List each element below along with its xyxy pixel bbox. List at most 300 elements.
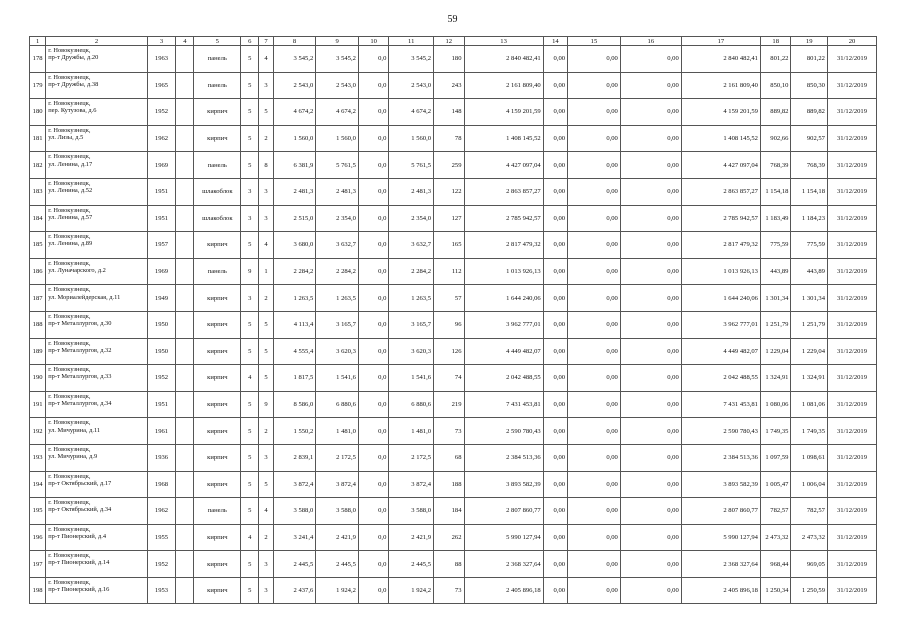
nonliving-area-cell: 0,0 — [358, 551, 388, 578]
address-street: пер. Кутузова, д.6 — [48, 107, 97, 115]
table-row — [30, 471, 877, 498]
floors-cell: 5 — [241, 418, 259, 445]
cost-col14-cell: 0,00 — [543, 577, 567, 604]
row-number-cell: 180 — [30, 99, 46, 126]
max-unit-cost-cell: 1 250,59 — [791, 577, 828, 604]
cost-col17-cell: 4 427 097,04 — [681, 152, 760, 179]
cost-col15-cell: 0,00 — [568, 311, 621, 338]
nonliving-area-cell: 0,0 — [358, 391, 388, 418]
cost-col17-cell: 2 368 327,64 — [681, 551, 760, 578]
residents-cell: 96 — [434, 311, 464, 338]
living-area-cell: 3 872,4 — [316, 471, 359, 498]
living-area-cell: 6 880,6 — [316, 391, 359, 418]
address-street: ул. Мичурина, д.11 — [48, 426, 101, 434]
cost-col16-cell: 0,00 — [620, 285, 681, 312]
cost-col14-cell: 0,00 — [543, 46, 567, 73]
residents-cell: 74 — [434, 365, 464, 392]
floors-cell: 5 — [241, 125, 259, 152]
address-cell — [46, 46, 148, 73]
floors-cell: 5 — [241, 152, 259, 179]
address-cell — [46, 418, 148, 445]
address-city: г. Новокузнецк, — [48, 392, 91, 400]
cost-col17-cell: 5 990 127,94 — [681, 524, 760, 551]
column-4-cell — [176, 365, 194, 392]
cost-col16-cell: 0,00 — [620, 258, 681, 285]
cost-col17-cell: 2 817 479,32 — [681, 232, 760, 259]
year-built-cell: 1951 — [147, 178, 175, 205]
cost-col16-cell: 0,00 — [620, 444, 681, 471]
column-header: 14 — [543, 37, 567, 46]
column-header: 7 — [259, 37, 273, 46]
total-area-cell: 1 560,0 — [273, 125, 316, 152]
living-area-cell: 1 481,0 — [316, 418, 359, 445]
deadline-date-cell: 31/12/2019 — [827, 391, 876, 418]
row-number-cell: 181 — [30, 125, 46, 152]
year-built-cell: 1961 — [147, 418, 175, 445]
wall-material-cell: панель — [194, 498, 241, 525]
row-number-cell: 185 — [30, 232, 46, 259]
nonliving-area-cell: 0,0 — [358, 178, 388, 205]
nonliving-area-cell: 0,0 — [358, 205, 388, 232]
entrances-cell: 4 — [259, 46, 273, 73]
cost-col17-cell: 3 962 777,01 — [681, 311, 760, 338]
year-built-cell: 1953 — [147, 577, 175, 604]
deadline-date-cell: 31/12/2019 — [827, 338, 876, 365]
deadline-date-cell: 31/12/2019 — [827, 72, 876, 99]
address-cell — [46, 99, 148, 126]
address-cell — [46, 72, 148, 99]
row-number-cell: 197 — [30, 551, 46, 578]
column-4-cell — [176, 311, 194, 338]
address-city: г. Новокузнецк, — [48, 499, 91, 507]
max-unit-cost-cell: 850,30 — [791, 72, 828, 99]
deadline-date-cell: 31/12/2019 — [827, 99, 876, 126]
column-header: 11 — [389, 37, 434, 46]
address-cell — [46, 498, 148, 525]
deadline-date-cell: 31/12/2019 — [827, 205, 876, 232]
address-cell — [46, 152, 148, 179]
row-number-cell: 192 — [30, 418, 46, 445]
address-city: г. Новокузнецк, — [48, 472, 91, 480]
address-city: г. Новокузнецк, — [48, 153, 91, 161]
deadline-date-cell: 31/12/2019 — [827, 285, 876, 312]
entrances-cell: 5 — [259, 471, 273, 498]
total-area-cell: 4 555,4 — [273, 338, 316, 365]
address-city: г. Новокузнецк, — [48, 445, 91, 453]
entrances-cell: 2 — [259, 524, 273, 551]
living-area-cell: 5 761,5 — [316, 152, 359, 179]
column-4-cell — [176, 471, 194, 498]
column-header: 10 — [358, 37, 388, 46]
year-built-cell: 1962 — [147, 498, 175, 525]
address-cell — [46, 444, 148, 471]
total-area-cell: 2 445,5 — [273, 551, 316, 578]
address-street: ул. Ленина, д.89 — [48, 240, 93, 248]
cost-col16-cell: 0,00 — [620, 418, 681, 445]
address-city: г. Новокузнецк, — [48, 259, 91, 267]
cost-col15-cell: 0,00 — [568, 72, 621, 99]
address-cell — [46, 285, 148, 312]
table-row — [30, 72, 877, 99]
residents-cell: 73 — [434, 418, 464, 445]
residential-area-cell: 3 545,2 — [389, 46, 434, 73]
address-cell — [46, 524, 148, 551]
cost-col14-cell: 0,00 — [543, 99, 567, 126]
address-street: ул. Ленина, д.52 — [48, 187, 93, 195]
cost-col17-cell: 2 384 513,36 — [681, 444, 760, 471]
residents-cell: 219 — [434, 391, 464, 418]
total-area-cell: 4 674,2 — [273, 99, 316, 126]
cost-col17-cell: 1 013 926,13 — [681, 258, 760, 285]
table-row — [30, 577, 877, 604]
wall-material-cell: панель — [194, 72, 241, 99]
living-area-cell: 1 263,5 — [316, 285, 359, 312]
address-street: ул. Мичурина, д.9 — [48, 453, 98, 461]
residents-cell: 126 — [434, 338, 464, 365]
living-area-cell: 2 354,0 — [316, 205, 359, 232]
cost-col14-cell: 0,00 — [543, 471, 567, 498]
floors-cell: 3 — [241, 178, 259, 205]
floors-cell: 5 — [241, 391, 259, 418]
column-header: 5 — [194, 37, 241, 46]
address-street: пр-т Металлургов, д.33 — [48, 373, 112, 381]
total-cost-cell: 4 159 201,59 — [464, 99, 543, 126]
cost-col17-cell: 2 863 857,27 — [681, 178, 760, 205]
address-street: пр-т Металлургов, д.30 — [48, 320, 112, 328]
entrances-cell: 3 — [259, 205, 273, 232]
column-4-cell — [176, 232, 194, 259]
unit-cost-cell: 1 749,35 — [760, 418, 790, 445]
residents-cell: 184 — [434, 498, 464, 525]
address-cell — [46, 258, 148, 285]
cost-col16-cell: 0,00 — [620, 311, 681, 338]
entrances-cell: 3 — [259, 72, 273, 99]
floors-cell: 5 — [241, 444, 259, 471]
table-row — [30, 205, 877, 232]
table-row — [30, 498, 877, 525]
deadline-date-cell: 31/12/2019 — [827, 178, 876, 205]
max-unit-cost-cell: 1 098,61 — [791, 444, 828, 471]
column-header: 13 — [464, 37, 543, 46]
cost-col15-cell: 0,00 — [568, 391, 621, 418]
address-street: ул. Мориалейдерская, д.11 — [48, 293, 121, 301]
living-area-cell: 3 545,2 — [316, 46, 359, 73]
floors-cell: 5 — [241, 99, 259, 126]
page-number: 59 — [447, 14, 458, 25]
row-number-cell: 196 — [30, 524, 46, 551]
total-area-cell: 2 839,1 — [273, 444, 316, 471]
cost-col15-cell: 0,00 — [568, 232, 621, 259]
max-unit-cost-cell: 1 081,06 — [791, 391, 828, 418]
cost-col16-cell: 0,00 — [620, 365, 681, 392]
nonliving-area-cell: 0,0 — [358, 418, 388, 445]
cost-col17-cell: 2 161 809,40 — [681, 72, 760, 99]
floors-cell: 5 — [241, 498, 259, 525]
deadline-date-cell: 31/12/2019 — [827, 524, 876, 551]
residential-area-cell: 5 761,5 — [389, 152, 434, 179]
entrances-cell: 3 — [259, 178, 273, 205]
year-built-cell: 1952 — [147, 551, 175, 578]
year-built-cell: 1955 — [147, 524, 175, 551]
residents-cell: 148 — [434, 99, 464, 126]
entrances-cell: 1 — [259, 258, 273, 285]
address-street: пр-т Дружбы, д.20 — [48, 54, 99, 62]
wall-material-cell: кирпич — [194, 524, 241, 551]
cost-col15-cell: 0,00 — [568, 285, 621, 312]
unit-cost-cell: 902,66 — [760, 125, 790, 152]
residents-cell: 180 — [434, 46, 464, 73]
cost-col16-cell: 0,00 — [620, 72, 681, 99]
total-cost-cell: 4 427 097,04 — [464, 152, 543, 179]
nonliving-area-cell: 0,0 — [358, 444, 388, 471]
wall-material-cell: кирпич — [194, 471, 241, 498]
cost-col15-cell: 0,00 — [568, 178, 621, 205]
unit-cost-cell: 768,39 — [760, 152, 790, 179]
address-cell — [46, 338, 148, 365]
row-number-cell: 191 — [30, 391, 46, 418]
max-unit-cost-cell: 1 301,34 — [791, 285, 828, 312]
address-city: г. Новокузнецк, — [48, 126, 91, 134]
address-cell — [46, 577, 148, 604]
living-area-cell: 2 445,5 — [316, 551, 359, 578]
year-built-cell: 1957 — [147, 232, 175, 259]
unit-cost-cell: 1 229,04 — [760, 338, 790, 365]
cost-col17-cell: 7 431 453,81 — [681, 391, 760, 418]
cost-col17-cell: 2 590 780,43 — [681, 418, 760, 445]
max-unit-cost-cell: 768,39 — [791, 152, 828, 179]
cost-col15-cell: 0,00 — [568, 498, 621, 525]
row-number-cell: 195 — [30, 498, 46, 525]
wall-material-cell: кирпич — [194, 125, 241, 152]
cost-col14-cell: 0,00 — [543, 125, 567, 152]
cost-col15-cell: 0,00 — [568, 125, 621, 152]
cost-col17-cell: 4 159 201,59 — [681, 99, 760, 126]
unit-cost-cell: 801,22 — [760, 46, 790, 73]
deadline-date-cell: 31/12/2019 — [827, 365, 876, 392]
residential-area-cell: 2 481,3 — [389, 178, 434, 205]
total-area-cell: 2 284,2 — [273, 258, 316, 285]
living-area-cell: 2 284,2 — [316, 258, 359, 285]
column-number-row — [30, 37, 877, 46]
deadline-date-cell: 31/12/2019 — [827, 311, 876, 338]
total-area-cell: 6 381,9 — [273, 152, 316, 179]
residential-area-cell: 1 924,2 — [389, 577, 434, 604]
table-row — [30, 391, 877, 418]
column-header: 17 — [681, 37, 760, 46]
residents-cell: 127 — [434, 205, 464, 232]
wall-material-cell: кирпич — [194, 418, 241, 445]
address-street: пр-т Пионерский, д.4 — [48, 532, 107, 540]
year-built-cell: 1952 — [147, 365, 175, 392]
address-cell — [46, 551, 148, 578]
nonliving-area-cell: 0,0 — [358, 125, 388, 152]
wall-material-cell: кирпич — [194, 232, 241, 259]
floors-cell: 5 — [241, 551, 259, 578]
cost-col14-cell: 0,00 — [543, 365, 567, 392]
cost-col14-cell: 0,00 — [543, 444, 567, 471]
max-unit-cost-cell: 1 749,35 — [791, 418, 828, 445]
cost-col14-cell: 0,00 — [543, 498, 567, 525]
max-unit-cost-cell: 801,22 — [791, 46, 828, 73]
total-area-cell: 3 872,4 — [273, 471, 316, 498]
cost-col14-cell: 0,00 — [543, 152, 567, 179]
entrances-cell: 5 — [259, 311, 273, 338]
residential-area-cell: 4 674,2 — [389, 99, 434, 126]
address-city: г. Новокузнецк, — [48, 47, 91, 54]
entrances-cell: 8 — [259, 152, 273, 179]
nonliving-area-cell: 0,0 — [358, 365, 388, 392]
column-header: 20 — [827, 37, 876, 46]
cost-col14-cell: 0,00 — [543, 178, 567, 205]
column-header: 18 — [760, 37, 790, 46]
row-number-cell: 187 — [30, 285, 46, 312]
floors-cell: 4 — [241, 524, 259, 551]
address-city: г. Новокузнецк, — [48, 339, 91, 347]
column-4-cell — [176, 524, 194, 551]
row-number-cell: 186 — [30, 258, 46, 285]
wall-material-cell: кирпич — [194, 551, 241, 578]
year-built-cell: 1950 — [147, 311, 175, 338]
cost-col15-cell: 0,00 — [568, 258, 621, 285]
unit-cost-cell: 1 183,49 — [760, 205, 790, 232]
floors-cell: 5 — [241, 72, 259, 99]
cost-col15-cell: 0,00 — [568, 444, 621, 471]
cost-col15-cell: 0,00 — [568, 205, 621, 232]
living-area-cell: 2 543,0 — [316, 72, 359, 99]
cost-col16-cell: 0,00 — [620, 338, 681, 365]
year-built-cell: 1951 — [147, 391, 175, 418]
residential-area-cell: 3 632,7 — [389, 232, 434, 259]
nonliving-area-cell: 0,0 — [358, 152, 388, 179]
floors-cell: 9 — [241, 258, 259, 285]
column-header: 4 — [176, 37, 194, 46]
cost-col17-cell: 3 893 582,39 — [681, 471, 760, 498]
cost-col16-cell: 0,00 — [620, 125, 681, 152]
floors-cell: 5 — [241, 338, 259, 365]
total-cost-cell: 2 817 479,32 — [464, 232, 543, 259]
table-row — [30, 444, 877, 471]
column-4-cell — [176, 418, 194, 445]
unit-cost-cell: 443,89 — [760, 258, 790, 285]
cost-col16-cell: 0,00 — [620, 391, 681, 418]
nonliving-area-cell: 0,0 — [358, 577, 388, 604]
table-row — [30, 99, 877, 126]
residential-area-cell: 1 560,0 — [389, 125, 434, 152]
cost-col16-cell: 0,00 — [620, 205, 681, 232]
wall-material-cell: кирпич — [194, 338, 241, 365]
column-4-cell — [176, 205, 194, 232]
column-4-cell — [176, 577, 194, 604]
column-header: 2 — [46, 37, 148, 46]
residents-cell: 78 — [434, 125, 464, 152]
total-area-cell: 4 113,4 — [273, 311, 316, 338]
cost-col15-cell: 0,00 — [568, 46, 621, 73]
column-4-cell — [176, 72, 194, 99]
nonliving-area-cell: 0,0 — [358, 498, 388, 525]
address-city: г. Новокузнецк, — [48, 312, 91, 320]
total-cost-cell: 1 644 240,06 — [464, 285, 543, 312]
table-row — [30, 125, 877, 152]
column-4-cell — [176, 258, 194, 285]
deadline-date-cell: 31/12/2019 — [827, 444, 876, 471]
wall-material-cell: кирпич — [194, 577, 241, 604]
row-number-cell: 178 — [30, 46, 46, 73]
nonliving-area-cell: 0,0 — [358, 524, 388, 551]
cost-col15-cell: 0,00 — [568, 471, 621, 498]
address-city: г. Новокузнецк, — [48, 206, 91, 214]
residents-cell: 57 — [434, 285, 464, 312]
address-city: г. Новокузнецк, — [48, 525, 91, 533]
floors-cell: 3 — [241, 205, 259, 232]
cost-col15-cell: 0,00 — [568, 99, 621, 126]
nonliving-area-cell: 0,0 — [358, 232, 388, 259]
nonliving-area-cell: 0,0 — [358, 311, 388, 338]
address-street: пр-т Пионерский, д.16 — [48, 586, 110, 594]
address-cell — [46, 125, 148, 152]
deadline-date-cell: 31/12/2019 — [827, 232, 876, 259]
cost-col17-cell: 2 042 488,55 — [681, 365, 760, 392]
living-area-cell: 2 481,3 — [316, 178, 359, 205]
max-unit-cost-cell: 1 324,91 — [791, 365, 828, 392]
cost-col14-cell: 0,00 — [543, 205, 567, 232]
deadline-date-cell: 31/12/2019 — [827, 551, 876, 578]
living-area-cell: 2 421,9 — [316, 524, 359, 551]
year-built-cell: 1950 — [147, 338, 175, 365]
living-area-cell: 1 541,6 — [316, 365, 359, 392]
unit-cost-cell: 775,59 — [760, 232, 790, 259]
cost-col14-cell: 0,00 — [543, 391, 567, 418]
column-4-cell — [176, 152, 194, 179]
row-number-cell: 193 — [30, 444, 46, 471]
column-header: 6 — [241, 37, 259, 46]
address-city: г. Новокузнецк, — [48, 366, 91, 374]
wall-material-cell: кирпич — [194, 365, 241, 392]
address-cell — [46, 178, 148, 205]
cost-col14-cell: 0,00 — [543, 524, 567, 551]
cost-col15-cell: 0,00 — [568, 524, 621, 551]
column-header: 19 — [791, 37, 828, 46]
max-unit-cost-cell: 1 229,04 — [791, 338, 828, 365]
nonliving-area-cell: 0,0 — [358, 338, 388, 365]
entrances-cell: 5 — [259, 338, 273, 365]
row-number-cell: 190 — [30, 365, 46, 392]
wall-material-cell: кирпич — [194, 391, 241, 418]
residential-area-cell: 2 421,9 — [389, 524, 434, 551]
total-cost-cell: 2 863 857,27 — [464, 178, 543, 205]
deadline-date-cell: 31/12/2019 — [827, 46, 876, 73]
table-row — [30, 285, 877, 312]
year-built-cell: 1952 — [147, 99, 175, 126]
residential-area-cell: 2 172,5 — [389, 444, 434, 471]
living-area-cell: 4 674,2 — [316, 99, 359, 126]
cost-col17-cell: 2 785 942,57 — [681, 205, 760, 232]
unit-cost-cell: 1 005,47 — [760, 471, 790, 498]
total-area-cell: 2 437,6 — [273, 577, 316, 604]
deadline-date-cell: 31/12/2019 — [827, 418, 876, 445]
entrances-cell: 2 — [259, 125, 273, 152]
cost-col15-cell: 0,00 — [568, 551, 621, 578]
cost-col17-cell: 1 408 145,52 — [681, 125, 760, 152]
residential-area-cell: 2 445,5 — [389, 551, 434, 578]
column-4-cell — [176, 498, 194, 525]
residents-cell: 73 — [434, 577, 464, 604]
wall-material-cell: панель — [194, 258, 241, 285]
max-unit-cost-cell: 902,57 — [791, 125, 828, 152]
table-row — [30, 311, 877, 338]
total-area-cell: 3 545,2 — [273, 46, 316, 73]
row-number-cell: 179 — [30, 72, 46, 99]
residents-cell: 88 — [434, 551, 464, 578]
